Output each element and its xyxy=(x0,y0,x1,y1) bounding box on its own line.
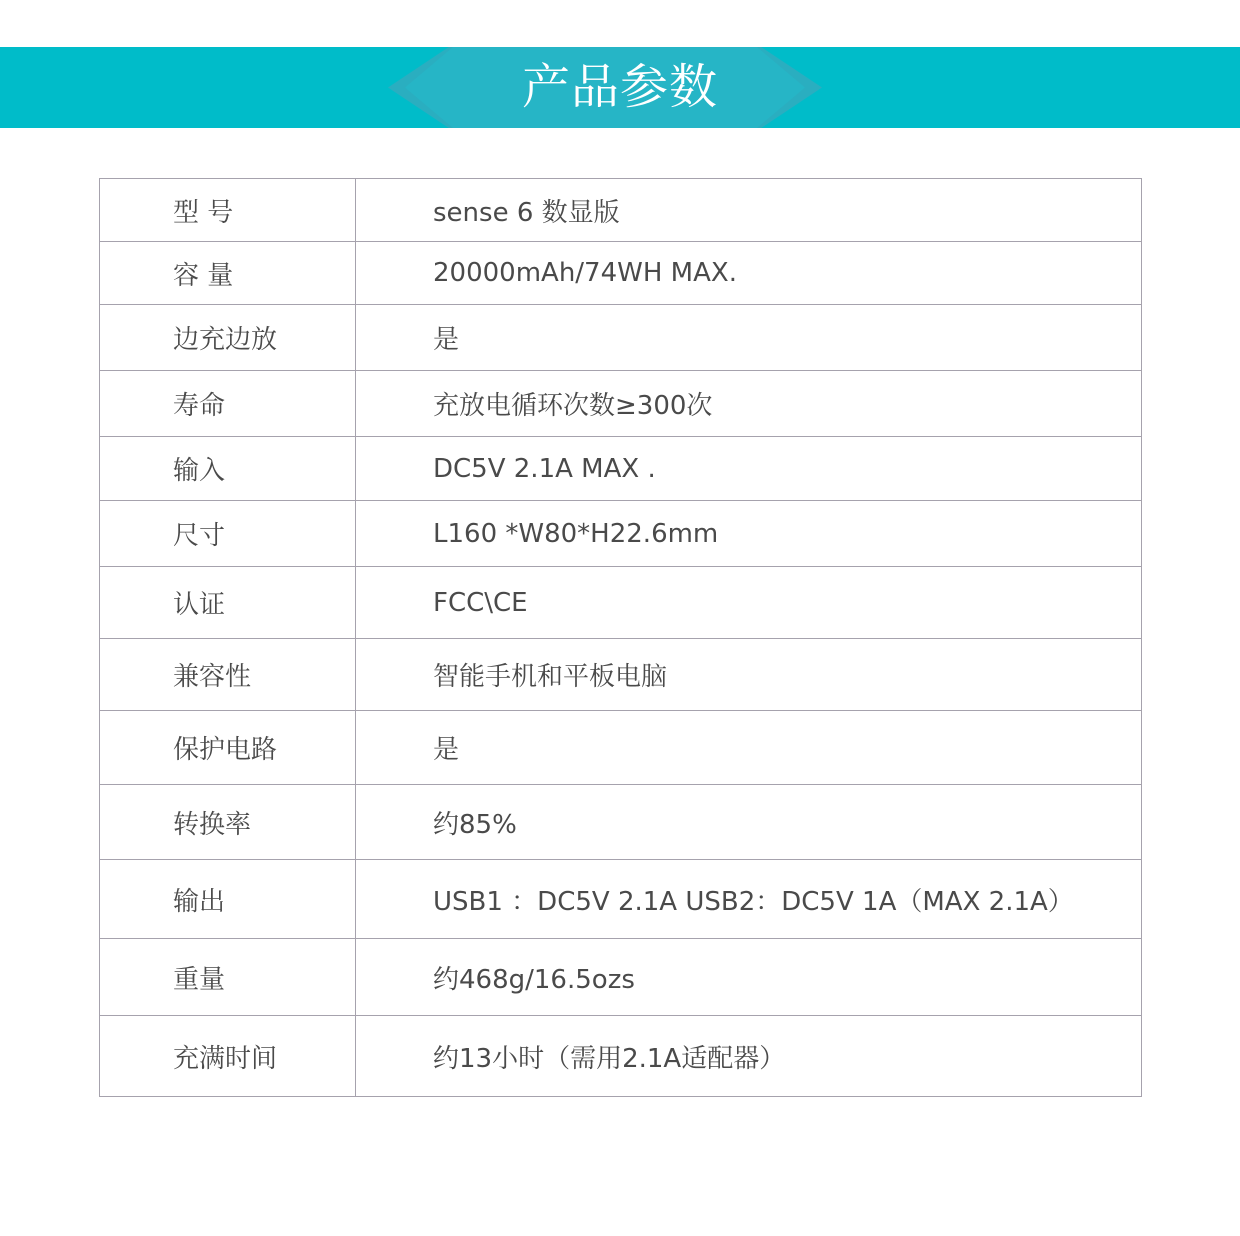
spec-label-protection: 保护电路 xyxy=(100,711,356,785)
spec-value-capacity: 20000mAh/74WH MAX. xyxy=(356,242,1142,305)
spec-label-charge-time: 充满时间 xyxy=(100,1016,356,1097)
spec-table xyxy=(99,178,1142,1097)
table-row xyxy=(100,860,1142,939)
table-row xyxy=(100,305,1142,371)
spec-value-passthrough: 是 xyxy=(356,305,1142,371)
table-row xyxy=(100,639,1142,711)
table-row xyxy=(100,567,1142,639)
table-row xyxy=(100,437,1142,501)
page-title: 产品参数 xyxy=(521,59,718,115)
table-row xyxy=(100,785,1142,860)
table-row xyxy=(100,711,1142,785)
spec-label-passthrough: 边充边放 xyxy=(100,305,356,371)
spec-label-model: 型 号 xyxy=(100,179,356,242)
spec-value-protection: 是 xyxy=(356,711,1142,785)
table-row xyxy=(100,371,1142,437)
table-row xyxy=(100,179,1142,242)
spec-value-output: USB1 ：DC5V 2.1A USB2：DC5V 1A（MAX 2.1A） xyxy=(356,860,1142,939)
spec-label-compatibility: 兼容性 xyxy=(100,639,356,711)
spec-value-model: sense 6 数显版 xyxy=(356,179,1142,242)
table-row xyxy=(100,1016,1142,1097)
spec-value-dimensions: L160 *W80*H22.6mm xyxy=(356,501,1142,567)
table-row xyxy=(100,501,1142,567)
spec-label-dimensions: 尺寸 xyxy=(100,501,356,567)
spec-label-capacity: 容 量 xyxy=(100,242,356,305)
spec-label-certification: 认证 xyxy=(100,567,356,639)
table-row xyxy=(100,242,1142,305)
spec-label-output: 输出 xyxy=(100,860,356,939)
spec-value-weight: 约468g/16.5ozs xyxy=(356,939,1142,1016)
spec-value-compatibility: 智能手机和平板电脑 xyxy=(356,639,1142,711)
spec-value-certification: FCC\CE xyxy=(356,567,1142,639)
table-row xyxy=(100,939,1142,1016)
spec-label-lifespan: 寿命 xyxy=(100,371,356,437)
header-banner xyxy=(0,47,1240,128)
spec-label-efficiency: 转换率 xyxy=(100,785,356,860)
spec-value-efficiency: 约85% xyxy=(356,785,1142,860)
spec-label-input: 输入 xyxy=(100,437,356,501)
spec-value-charge-time: 约13小时（需用2.1A适配器） xyxy=(356,1016,1142,1097)
spec-value-lifespan: 充放电循环次数≥300次 xyxy=(356,371,1142,437)
spec-value-input: DC5V 2.1A MAX . xyxy=(356,437,1142,501)
spec-label-weight: 重量 xyxy=(100,939,356,1016)
